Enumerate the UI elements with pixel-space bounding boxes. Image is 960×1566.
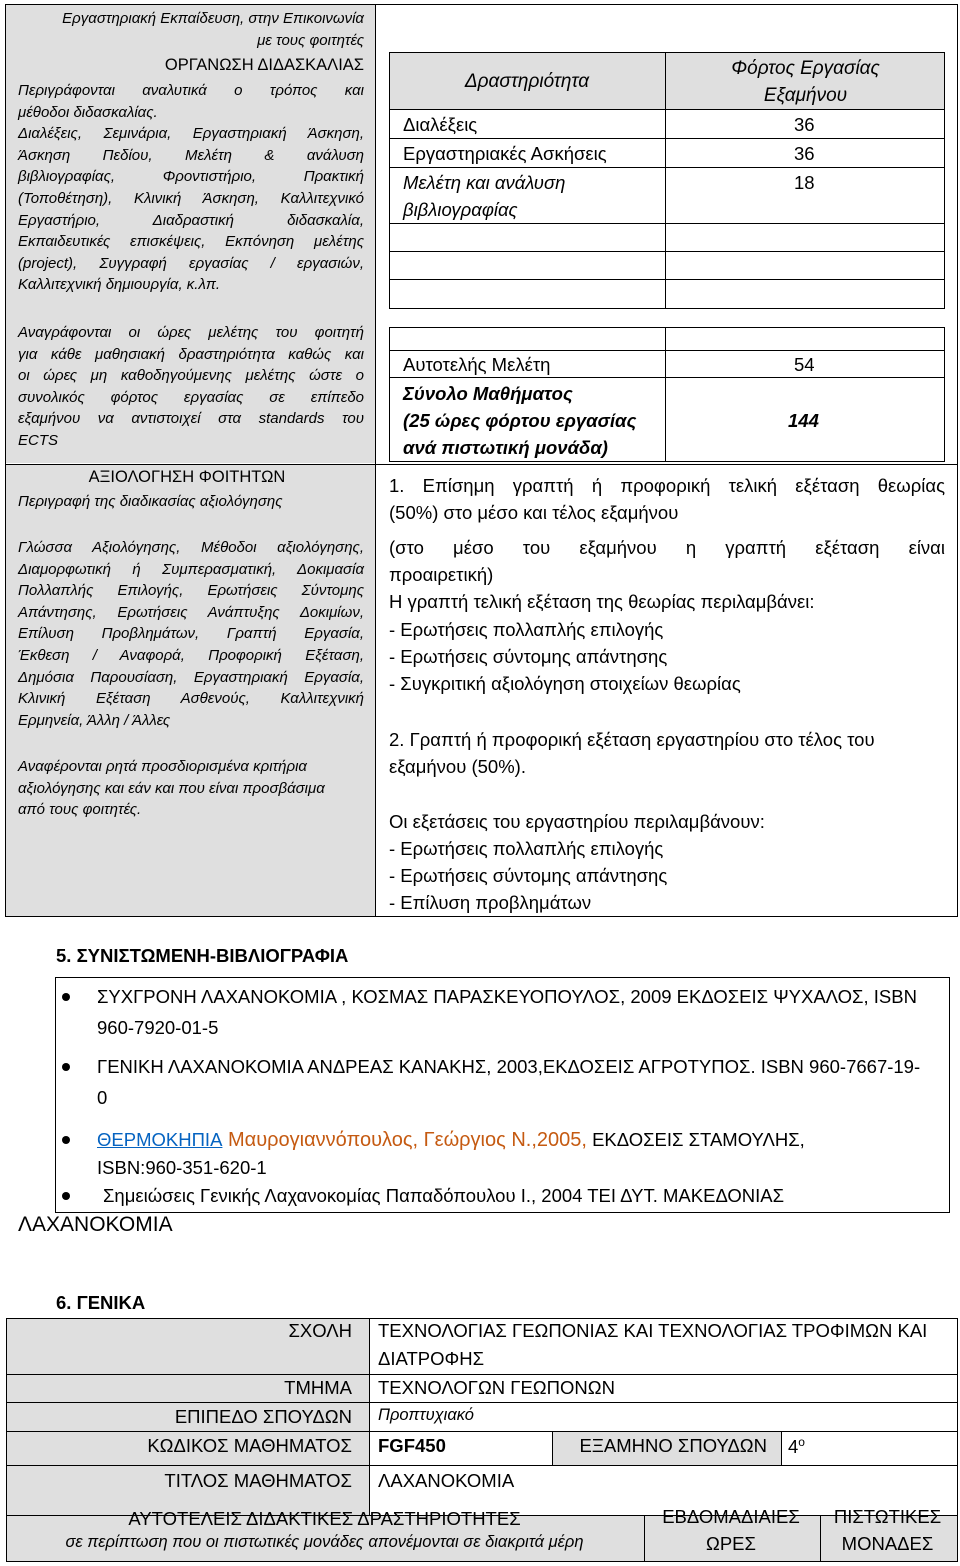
- code-label: ΚΩΔΙΚΟΣ ΜΑΘΗΜΑΤΟΣ: [147, 1435, 352, 1456]
- assessment-list-1: [389, 616, 945, 697]
- bib-item-2-cont: 0: [97, 1087, 108, 1108]
- assessment-p2: (στο μέσο του εξαμήνου η γραπτή εξέταση είναι προαιρετική) Η γραπτή τελική εξέταση της θεωρίας περιλαμβάνει:: [389, 537, 945, 612]
- weekly-hours-header-1: ΕΒΔΟΜΑΔΙΑΙΕΣ: [662, 1506, 800, 1527]
- assessment-title: ΑΞΙΟΛΟΓΗΣΗ ΦΟΙΤΗΤΩΝ: [88, 468, 286, 486]
- title-label: ΤΙΤΛΟΣ ΜΑΘΗΜΑΤΟΣ: [164, 1470, 352, 1491]
- bib-item-3-link[interactable]: ΘΕΡΜΟΚΗΠΙΑ: [97, 1129, 223, 1150]
- teaching-header-1: Εργαστηριακή Εκπαίδευση, στην Επικοινωνία: [62, 10, 364, 27]
- school-label: ΣΧΟΛΗ: [288, 1320, 352, 1341]
- activity-study: Μελέτη και ανάλυση: [403, 172, 566, 193]
- self-study-label: Αυτοτελής Μελέτη: [403, 354, 551, 375]
- assessment-p1: 1. Επίσημη γραπτή ή προφορική τελική εξέταση θεωρίας (50%) στο μέσο και τέλος εξαμήνου: [389, 475, 945, 523]
- list-item: - Ερωτήσεις σύντομης απάντησης: [389, 865, 668, 886]
- bullet-icon: [62, 1063, 70, 1071]
- dept-value: ΤΕΧΝΟΛΟΓΩΝ ΓΕΩΠΟΝΩΝ: [378, 1377, 615, 1398]
- bullet-icon: [62, 1136, 70, 1144]
- bullet-icon: [62, 1192, 70, 1200]
- title-value: ΛΑΧΑΝΟΚΟΜΙΑ: [378, 1470, 515, 1491]
- org-description: Περιγράφονται αναλυτικά ο τρόπος και μέθοδοι διδασκαλίας. Διαλέξεις, Σεμινάρια, Εργαστηριακή Άσκηση, Άσκηση Πεδίου, Μελέτη & ανάλυση βιβλιογραφίας, Φροντιστήριο, Πρακτική (Τοποθέτηση), Κλινική Άσκηση, Καλλιτεχνικό Εργαστήριο, Διαδραστική διδασκαλία, Εκπαιδευτικές επισκέψεις, Εκπόνηση μελέτης (project), Συγγραφή εργασίας / εργασιών, Καλλιτεχνική δημιουργία, κ.λπ.: [18, 82, 364, 294]
- activity-labs: Εργαστηριακές Ασκήσεις: [403, 143, 607, 164]
- bullet-icon: [62, 993, 70, 1001]
- bib-item-3-publisher: ΕΚΔΟΣΕΙΣ ΣΤΑΜΟΥΛΗΣ,: [586, 1129, 805, 1150]
- bib-item-1-isbn: 960-7920-01-5: [97, 1017, 219, 1038]
- hours-description: Αναγράφονται οι ώρες μελέτης του φοιτητή για κάθε μαθησιακή δραστηριότητα καθώς και οι ώρες μη καθοδηγούμενης μελέτης ώστε ο συνολικός φόρτος εργασίας σε επίπεδο εξαμήνου να αντιστοιχεί στα standards του ECTS: [18, 324, 364, 449]
- assessment-methods: Γλώσσα Αξιολόγησης, Μέθοδοι αξιολόγησης, Διαμορφωτική ή Συμπερασματική, Δοκιμασία Πολλαπλής Επιλογής, Ερωτήσεις Σύντομης Απάντησης, Ερωτήσεις Ανάπτυξης Δοκιμίων, Επίλυση Προβλημάτων, Γραπτή Εργασία, Έκθεση / Αναφορά, Προφορική Εξέταση, Δημόσια Παρουσίαση, Εργαστηριακή Εργασία, Κλινική Εξέταση Ασθενούς, Καλλιτεχνική Ερμηνεία, Άλλη / Άλλες: [18, 539, 364, 729]
- semester-value: $4^o$: [788, 1435, 805, 1458]
- hours-study: 18: [794, 172, 815, 193]
- activities-label: ΑΥΤΟΤΕΛΕΙΣ ΔΙΔΑΚΤΙΚΕΣ ΔΡΑΣΤΗΡΙΟΤΗΤΕΣ: [128, 1508, 521, 1529]
- total-label-3: ανά πιστωτική μονάδα): [403, 437, 608, 458]
- bibliography-heading: 5. ΣΥΝΙΣΤΩΜΕΝΗ-ΒΙΒΛΙΟΓΡΑΦΙΑ: [56, 945, 349, 966]
- hours-labs: 36: [794, 143, 815, 164]
- semester-label: ΕΞΑΜΗΝΟ ΣΠΟΥΔΩΝ: [579, 1435, 767, 1456]
- list-item: - Ερωτήσεις πολλαπλής επιλογής: [389, 619, 664, 640]
- self-study-hours: 54: [794, 354, 815, 375]
- list-item: - Ερωτήσεις σύντομης απάντησης: [389, 646, 668, 667]
- criteria-description: Αναφέρονται ρητά προσδιορισμένα κριτήρια αξιολόγησης και εάν και που είναι προσβάσιμα από τους φοιτητές.: [18, 758, 325, 819]
- level-label: ΕΠΙΠΕΔΟ ΣΠΟΥΔΩΝ: [174, 1406, 352, 1427]
- total-label-2: (25 ώρες φόρτου εργασίας: [403, 410, 637, 431]
- activity-lectures: Διαλέξεις: [403, 114, 478, 135]
- bib-item-3-isbn: ISBN:960-351-620-1: [97, 1157, 267, 1178]
- credits-header-1: ΠΙΣΤΩΤΙΚΕΣ: [833, 1506, 942, 1527]
- hours-lectures: 36: [794, 114, 815, 135]
- activity-study-2: βιβλιογραφίας: [403, 199, 518, 220]
- org-title: ΟΡΓΑΝΩΣΗ ΔΙΔΑΣΚΑΛΙΑΣ: [164, 56, 364, 74]
- assessment-list-2: Οι εξετάσεις του εργαστηρίου περιλαμβάνουν: - Ερωτήσεις πολλαπλής επιλογής - Ερωτήσεις σύντομης απάντησης - Επίλυση προβλημάτων: [389, 808, 945, 916]
- col-load-header-1: Φόρτος Εργασίας: [731, 58, 880, 79]
- activities-note: σε περίπτωση που οι πιστωτικές μονάδες απονέμονται σε διακριτά μέρη: [65, 1533, 584, 1551]
- code-value: FGF450: [378, 1435, 446, 1456]
- bib-item-1: ΣΥΧΓΡΟΝΗ ΛΑΧΑΝΟΚΟΜΙΑ , ΚΟΣΜΑΣ ΠΑΡΑΣΚΕΥΟΠΟΥΛΟΣ, 2009 ΕΚΔΟΣΕΙΣ ΨΥΧΑΛΟΣ, ISBN: [97, 986, 917, 1007]
- weekly-hours-header-2: ΩΡΕΣ: [706, 1533, 756, 1554]
- school-value-1: ΤΕΧΝΟΛΟΓΙΑΣ ΓΕΩΠΟΝΙΑΣ ΚΑΙ ΤΕΧΝΟΛΟΓΙΑΣ ΤΡΟΦΙΜΩΝ ΚΑΙ: [378, 1320, 928, 1341]
- level-value: Προπτυχιακό: [378, 1406, 474, 1424]
- credits-header-2: ΜΟΝΑΔΕΣ: [841, 1533, 934, 1554]
- list-item: - Ερωτήσεις πολλαπλής επιλογής: [389, 838, 664, 859]
- col-activity-header: Δραστηριότητα: [464, 71, 590, 92]
- bib-item-4: Σημειώσεις Γενικής Λαχανοκομίας Παπαδόπουλου Ι., 2004 ΤΕΙ ΔΥΤ. ΜΑΚΕΔΟΝΙΑΣ: [103, 1185, 785, 1206]
- course-name-heading: ΛΑΧΑΝΟΚΟΜΙΑ: [18, 1213, 173, 1236]
- general-heading: 6. ΓΕΝΙΚΑ: [56, 1292, 146, 1313]
- total-hours: 144: [788, 410, 819, 431]
- col-load-header-2: Εξαμήνου: [763, 85, 848, 106]
- total-label-1: Σύνολο Μαθήματος: [403, 383, 573, 404]
- bib-item-2: ΓΕΝΙΚΗ ΛΑΧΑΝΟΚΟΜΙΑ ΑΝΔΡΕΑΣ ΚΑΝΑΚΗΣ, 2003,ΕΚΔΟΣΕΙΣ ΑΓΡΟΤΥΠΟΣ. ISBN 960-7667-19-: [97, 1056, 921, 1077]
- bibliography-top-rule: [55, 977, 950, 978]
- assessment-subtitle: Περιγραφή της διαδικασίας αξιολόγησης: [18, 493, 283, 510]
- dept-label: ΤΜΗΜΑ: [284, 1377, 352, 1398]
- school-value-2: ΔΙΑΤΡΟΦΗΣ: [378, 1348, 485, 1369]
- teaching-header-2: με τους φοιτητές: [257, 32, 364, 49]
- assessment-p4: 2. Γραπτή ή προφορική εξέταση εργαστηρίου στο τέλος του εξαμήνου (50%).: [389, 729, 875, 777]
- bib-item-3-author: Μαυρογιαννόπουλος, Γεώργιος Ν.,2005,: [222, 1129, 587, 1151]
- list-item: - Συγκριτική αξιολόγηση στοιχείων θεωρίας: [389, 673, 741, 694]
- list-item: - Επίλυση προβλημάτων: [389, 892, 592, 913]
